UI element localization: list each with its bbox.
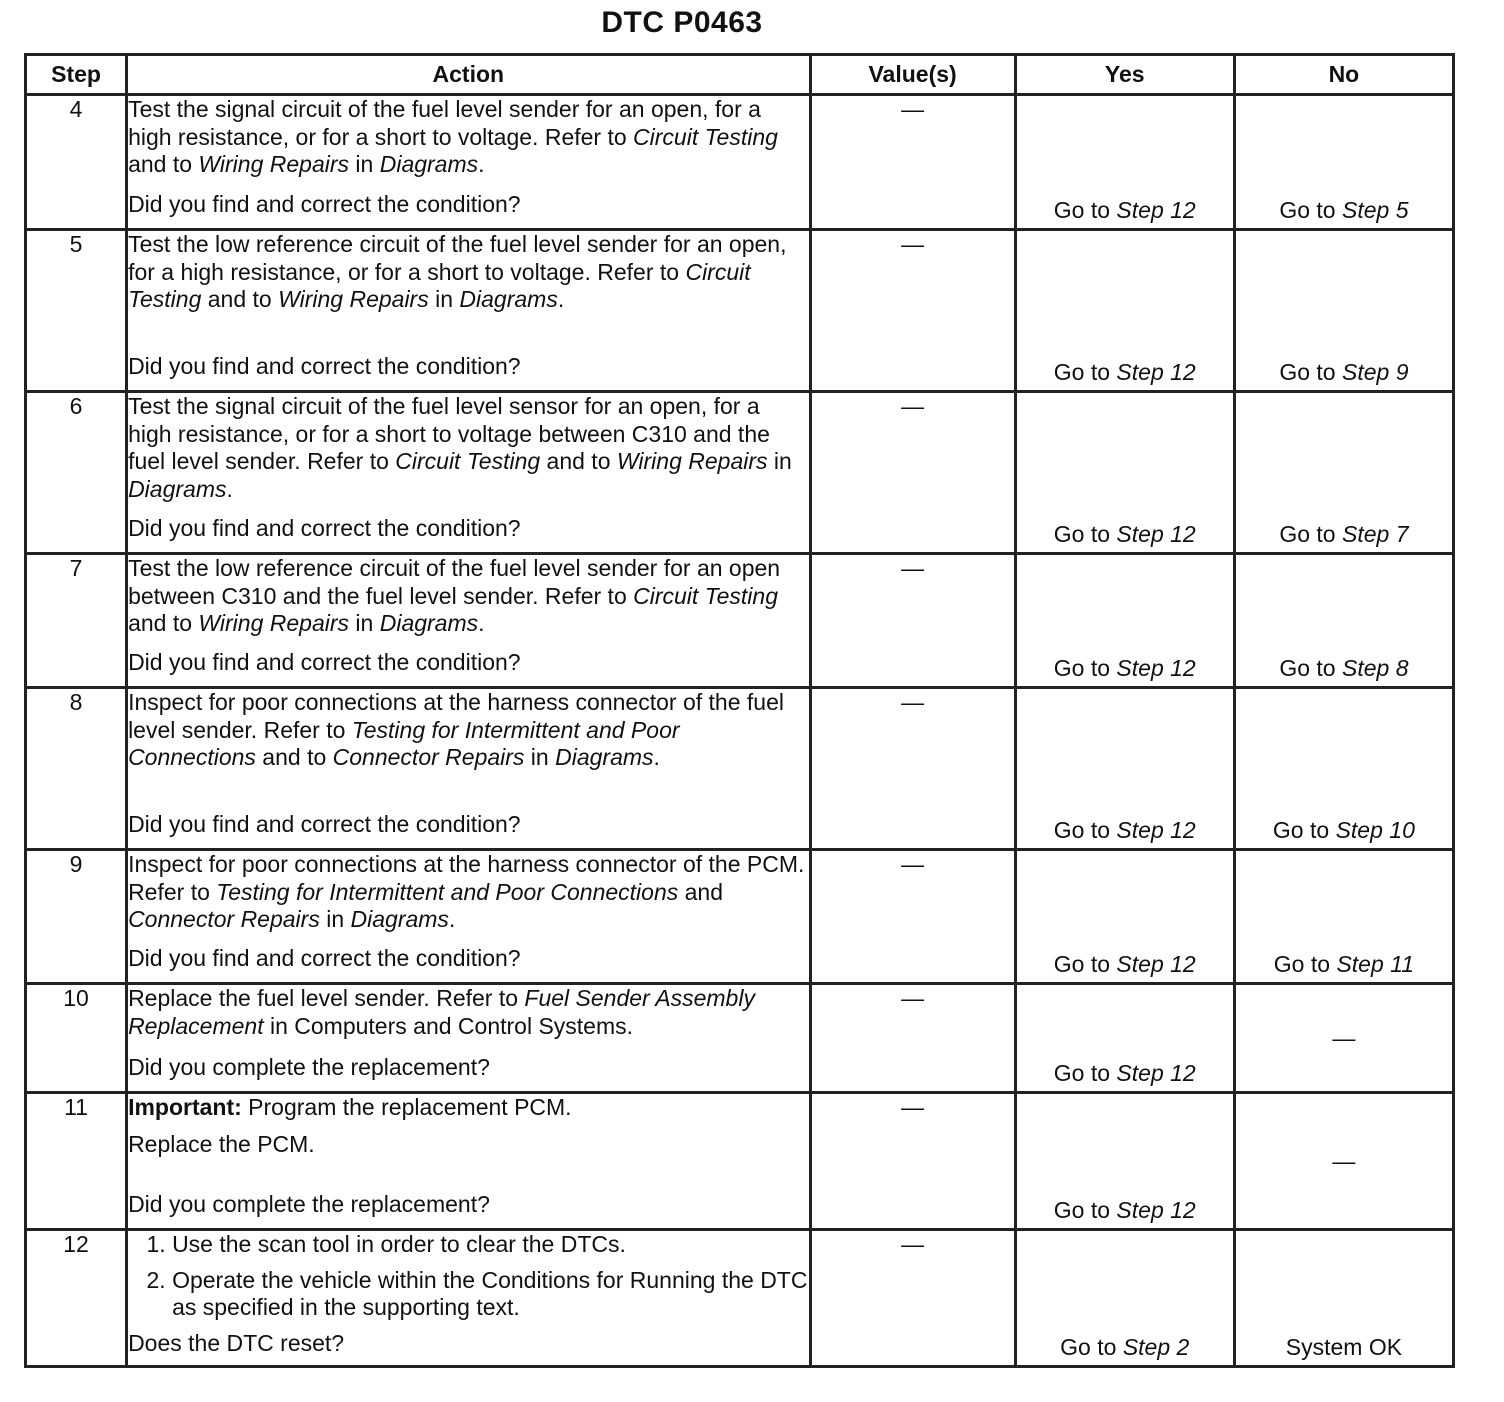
action-question: Did you find and correct the condition? bbox=[128, 944, 521, 971]
action-question: Did you find and correct the condition? bbox=[128, 190, 521, 217]
table-row bbox=[26, 850, 1454, 984]
no-goto[interactable] bbox=[1236, 951, 1452, 978]
yes-cell bbox=[1015, 554, 1234, 688]
action-question: Did you find and correct the condition? bbox=[128, 352, 521, 379]
header-step: Step bbox=[26, 55, 127, 95]
step-number: 10 bbox=[26, 984, 127, 1093]
no-cell bbox=[1234, 95, 1453, 230]
goto-step-link[interactable]: Step 7 bbox=[1341, 521, 1409, 547]
value-cell bbox=[810, 95, 1015, 230]
table-row bbox=[26, 688, 1454, 850]
value-cell bbox=[810, 230, 1015, 392]
yes-goto[interactable] bbox=[1017, 197, 1233, 224]
table-row bbox=[26, 230, 1454, 392]
value-text: — bbox=[901, 1094, 925, 1120]
header-action: Action bbox=[127, 55, 810, 95]
yes-cell bbox=[1015, 984, 1234, 1093]
goto-prefix: Go to bbox=[1053, 359, 1117, 385]
action-question: Did you find and correct the condition? bbox=[128, 514, 521, 541]
yes-goto[interactable] bbox=[1017, 1334, 1233, 1361]
action-cell bbox=[127, 1093, 810, 1230]
step-number: 8 bbox=[26, 688, 127, 850]
action-cell bbox=[127, 95, 810, 230]
yes-goto[interactable] bbox=[1017, 1197, 1233, 1224]
no-cell bbox=[1234, 230, 1453, 392]
value-cell bbox=[810, 1093, 1015, 1230]
action-text: Inspect for poor connections at the harness connector of the fuel level sender. Refer to Testing for Intermittent and Poor Connections and to Connector Repairs in Diagrams. bbox=[128, 689, 784, 770]
goto-prefix: Go to bbox=[1279, 655, 1342, 681]
action-cell bbox=[127, 554, 810, 688]
value-text: — bbox=[901, 231, 925, 257]
step-number: 7 bbox=[26, 554, 127, 688]
table-row bbox=[26, 95, 1454, 230]
action-text: Important: Program the replacement PCM. Replace the PCM. bbox=[128, 1094, 572, 1157]
no-goto[interactable] bbox=[1236, 521, 1452, 548]
yes-cell bbox=[1015, 392, 1234, 554]
no-goto[interactable] bbox=[1236, 1334, 1452, 1361]
goto-step-link[interactable]: Step 12 bbox=[1116, 1197, 1196, 1223]
value-text: — bbox=[901, 689, 925, 715]
yes-cell bbox=[1015, 1093, 1234, 1230]
goto-step-link[interactable]: Step 5 bbox=[1341, 197, 1409, 223]
action-cell bbox=[127, 1230, 810, 1367]
goto-step-link[interactable]: Step 11 bbox=[1336, 951, 1415, 977]
step-number: 5 bbox=[26, 230, 127, 392]
value-cell bbox=[810, 984, 1015, 1093]
action-text: Test the low reference circuit of the fuel level sender for an open, for a high resistance, or for a short to voltage. Refer to Circuit Testing and to Wiring Repairs in Diagrams. bbox=[128, 231, 787, 312]
value-cell bbox=[810, 850, 1015, 984]
yes-goto[interactable] bbox=[1017, 359, 1233, 386]
action-question: Did you find and correct the condition? bbox=[128, 648, 521, 675]
goto-prefix: Go to bbox=[1053, 655, 1117, 681]
action-cell bbox=[127, 230, 810, 392]
yes-cell bbox=[1015, 688, 1234, 850]
no-goto[interactable] bbox=[1236, 197, 1452, 224]
no-cell bbox=[1234, 688, 1453, 850]
action-cell bbox=[127, 984, 810, 1093]
page-title: DTC P0463 bbox=[601, 6, 763, 39]
value-cell bbox=[810, 688, 1015, 850]
action-text: Replace the fuel level sender. Refer to Fuel Sender Assembly Replacement in Computers and Control Systems. bbox=[128, 985, 755, 1039]
goto-step-link[interactable]: Step 12 bbox=[1116, 359, 1196, 385]
value-text: — bbox=[901, 985, 925, 1011]
yes-cell bbox=[1015, 1230, 1234, 1367]
no-goto[interactable] bbox=[1236, 359, 1452, 386]
action-question: Did you complete the replacement? bbox=[128, 1190, 490, 1217]
yes-cell bbox=[1015, 230, 1234, 392]
table-row bbox=[26, 984, 1454, 1093]
value-cell bbox=[810, 1230, 1015, 1367]
value-cell bbox=[810, 392, 1015, 554]
goto-prefix: Go to bbox=[1053, 1197, 1117, 1223]
diagnostic-table bbox=[24, 53, 1455, 1368]
action-cell bbox=[127, 688, 810, 850]
no-goto[interactable] bbox=[1236, 817, 1452, 844]
step-number: 6 bbox=[26, 392, 127, 554]
no-cell bbox=[1234, 1093, 1453, 1230]
value-cell bbox=[810, 554, 1015, 688]
table-row bbox=[26, 392, 1454, 554]
no-cell bbox=[1234, 850, 1453, 984]
value-text: — bbox=[901, 96, 925, 122]
goto-step-link[interactable]: Step 10 bbox=[1335, 817, 1415, 843]
action-question: Does the DTC reset? bbox=[128, 1329, 345, 1356]
no-dash: — bbox=[1332, 1147, 1356, 1174]
yes-goto[interactable] bbox=[1017, 521, 1233, 548]
step-number: 12 bbox=[26, 1230, 127, 1367]
yes-goto[interactable] bbox=[1017, 951, 1233, 978]
no-cell bbox=[1234, 1230, 1453, 1367]
step-number: 4 bbox=[26, 95, 127, 230]
yes-cell bbox=[1015, 95, 1234, 230]
yes-goto[interactable] bbox=[1017, 1060, 1233, 1087]
no-cell bbox=[1234, 554, 1453, 688]
goto-prefix: Go to bbox=[1053, 1060, 1117, 1086]
goto-prefix: Go to bbox=[1272, 817, 1336, 843]
header-no: No bbox=[1234, 55, 1453, 95]
action-question: Did you find and correct the condition? bbox=[128, 810, 521, 837]
goto-prefix: Go to bbox=[1279, 521, 1342, 547]
goto-step-link[interactable]: Step 12 bbox=[1116, 817, 1196, 843]
no-cell bbox=[1234, 984, 1453, 1093]
goto-step-link[interactable]: Step 9 bbox=[1341, 359, 1409, 385]
step-number: 11 bbox=[26, 1093, 127, 1230]
yes-cell bbox=[1015, 850, 1234, 984]
goto-step-link[interactable]: Step 2 bbox=[1122, 1334, 1190, 1360]
goto-prefix: Go to bbox=[1053, 197, 1117, 223]
action-text: Inspect for poor connections at the harness connector of the PCM. Refer to Testing for Intermittent and Poor Connections and Connector Repairs in Diagrams. bbox=[128, 851, 805, 932]
goto-prefix: Go to bbox=[1053, 521, 1117, 547]
goto-prefix: Go to bbox=[1279, 197, 1342, 223]
action-text: 1. Use the scan tool in order to clear the DTCs. 2. Operate the vehicle within the Conditions for Running the DTC as specified in the supporting text. bbox=[128, 1231, 808, 1322]
table-row bbox=[26, 1093, 1454, 1230]
goto-prefix: Go to bbox=[1060, 1334, 1123, 1360]
header-values: Value(s) bbox=[810, 55, 1015, 95]
value-text: — bbox=[901, 555, 925, 581]
action-question: Did you complete the replacement? bbox=[128, 1053, 490, 1080]
goto-prefix: System OK bbox=[1285, 1334, 1403, 1360]
goto-step-link[interactable]: Step 12 bbox=[1116, 1060, 1196, 1086]
value-text: — bbox=[901, 851, 925, 877]
action-text: Test the signal circuit of the fuel level sender for an open, for a high resistance, or for a short to voltage. Refer to Circuit Testing and to Wiring Repairs in Diagrams. bbox=[128, 96, 778, 177]
yes-goto[interactable] bbox=[1017, 817, 1233, 844]
goto-prefix: Go to bbox=[1273, 951, 1337, 977]
action-text: Test the low reference circuit of the fuel level sender for an open between C310 and the fuel level sender. Refer to Circuit Testing and to Wiring Repairs in Diagrams. bbox=[128, 555, 781, 636]
table-header-row bbox=[26, 55, 1454, 95]
step-number: 9 bbox=[26, 850, 127, 984]
action-text: Test the signal circuit of the fuel level sensor for an open, for a high resistance, or for a short to voltage between C310 and the fuel level sender. Refer to Circuit Testing and to Wiring Repairs in Diagrams. bbox=[128, 393, 792, 502]
goto-step-link[interactable]: Step 12 bbox=[1116, 951, 1196, 977]
goto-prefix: Go to bbox=[1279, 359, 1342, 385]
goto-step-link[interactable]: Step 12 bbox=[1116, 521, 1196, 547]
goto-prefix: Go to bbox=[1053, 951, 1117, 977]
goto-step-link[interactable]: Step 12 bbox=[1116, 655, 1196, 681]
action-cell bbox=[127, 850, 810, 984]
header-yes: Yes bbox=[1015, 55, 1234, 95]
goto-prefix: Go to bbox=[1053, 817, 1117, 843]
yes-goto[interactable] bbox=[1017, 655, 1233, 682]
goto-step-link[interactable]: Step 8 bbox=[1341, 655, 1409, 681]
no-cell bbox=[1234, 392, 1453, 554]
action-cell bbox=[127, 392, 810, 554]
value-text: — bbox=[901, 393, 925, 419]
no-dash: — bbox=[1332, 1024, 1356, 1051]
value-text: — bbox=[901, 1231, 925, 1257]
no-goto[interactable] bbox=[1236, 655, 1452, 682]
table-row bbox=[26, 1230, 1454, 1367]
table-row bbox=[26, 554, 1454, 688]
goto-step-link[interactable]: Step 12 bbox=[1116, 197, 1196, 223]
